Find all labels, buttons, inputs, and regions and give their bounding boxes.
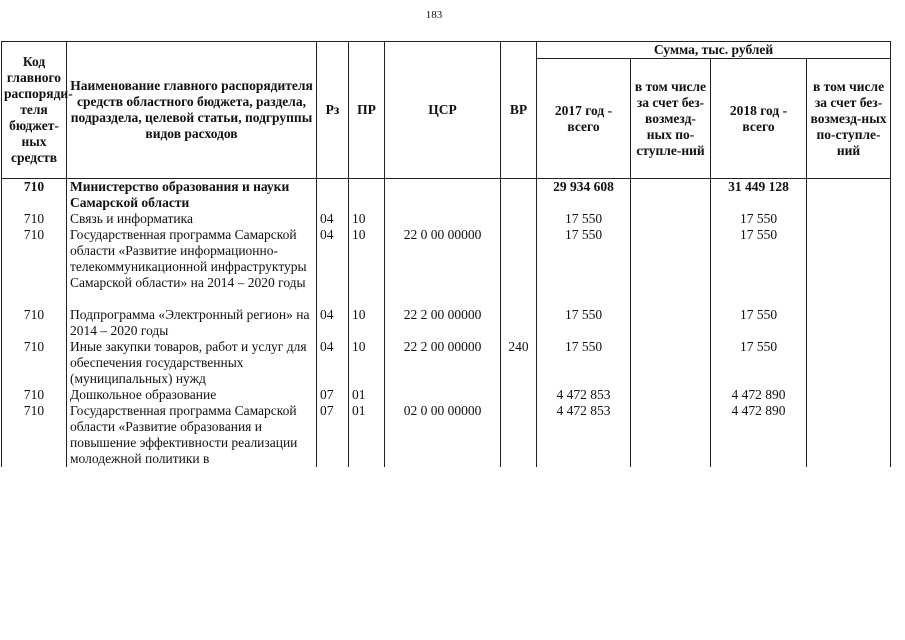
cell-sum-2017: 17 550 bbox=[537, 307, 631, 339]
cell-pr: 10 bbox=[349, 307, 385, 339]
cell-name: Связь и информатика bbox=[67, 211, 317, 227]
cell-free-2018 bbox=[807, 211, 891, 227]
cell-vr: 240 bbox=[501, 339, 537, 387]
cell-pr: 10 bbox=[349, 211, 385, 227]
table-body bbox=[2, 179, 891, 468]
cell-name: Государственная программа Самарской области «Развитие информационно-телекоммуникационной инфраструктуры Самарской области» на 2014 – 2020 годы bbox=[67, 227, 317, 307]
header-csr: ЦСР bbox=[385, 42, 501, 179]
table-row bbox=[2, 403, 891, 467]
cell-vr bbox=[501, 307, 537, 339]
table-row bbox=[2, 307, 891, 339]
cell-vr bbox=[501, 403, 537, 467]
cell-free-2018 bbox=[807, 179, 891, 212]
cell-sum-2018: 17 550 bbox=[711, 211, 807, 227]
cell-free-2018 bbox=[807, 227, 891, 307]
cell-sum-2017: 17 550 bbox=[537, 339, 631, 387]
cell-sum-2018: 17 550 bbox=[711, 307, 807, 339]
cell-csr: 22 2 00 00000 bbox=[385, 307, 501, 339]
table-row bbox=[2, 211, 891, 227]
header-name: Наименование главного распорядителя средств областного бюджета, раздела, подраздела, целевой статьи, подгруппы видов расходов bbox=[67, 42, 317, 179]
cell-free-2017 bbox=[631, 307, 711, 339]
cell-free-2017 bbox=[631, 403, 711, 467]
cell-code: 710 bbox=[2, 387, 67, 403]
cell-pr: 10 bbox=[349, 227, 385, 307]
cell-free-2018 bbox=[807, 339, 891, 387]
cell-sum-2017: 17 550 bbox=[537, 227, 631, 307]
cell-rz: 04 bbox=[317, 227, 349, 307]
cell-name: Министерство образования и науки Самарской области bbox=[67, 179, 317, 212]
cell-sum-2018: 4 472 890 bbox=[711, 387, 807, 403]
cell-code: 710 bbox=[2, 179, 67, 212]
cell-code: 710 bbox=[2, 339, 67, 387]
cell-sum-2017: 4 472 853 bbox=[537, 387, 631, 403]
cell-code: 710 bbox=[2, 403, 67, 467]
cell-sum-2017: 4 472 853 bbox=[537, 403, 631, 467]
table-header bbox=[2, 42, 891, 179]
cell-csr bbox=[385, 211, 501, 227]
cell-rz bbox=[317, 179, 349, 212]
cell-free-2017 bbox=[631, 387, 711, 403]
table-row bbox=[2, 179, 891, 212]
header-2017-free: в том числе за счет без-возмезд-ных по-ступле-ний bbox=[631, 59, 711, 179]
cell-rz: 07 bbox=[317, 403, 349, 467]
header-pr: ПР bbox=[349, 42, 385, 179]
table-row bbox=[2, 227, 891, 307]
cell-pr: 01 bbox=[349, 387, 385, 403]
budget-table bbox=[1, 41, 891, 467]
cell-sum-2018: 17 550 bbox=[711, 227, 807, 307]
cell-rz: 04 bbox=[317, 211, 349, 227]
cell-vr bbox=[501, 211, 537, 227]
cell-csr: 02 0 00 00000 bbox=[385, 403, 501, 467]
cell-free-2017 bbox=[631, 179, 711, 212]
cell-csr: 22 0 00 00000 bbox=[385, 227, 501, 307]
header-sum-group: Сумма, тыс. рублей bbox=[537, 42, 891, 59]
cell-rz: 04 bbox=[317, 307, 349, 339]
header-code: Код главного распоряди-теля бюджет-ных средств bbox=[2, 42, 67, 179]
cell-csr bbox=[385, 179, 501, 212]
cell-free-2018 bbox=[807, 307, 891, 339]
cell-free-2017 bbox=[631, 339, 711, 387]
cell-sum-2017: 29 934 608 bbox=[537, 179, 631, 212]
cell-rz: 07 bbox=[317, 387, 349, 403]
cell-vr bbox=[501, 387, 537, 403]
cell-pr: 01 bbox=[349, 403, 385, 467]
page-number: 183 bbox=[425, 9, 443, 21]
cell-free-2018 bbox=[807, 387, 891, 403]
cell-pr: 10 bbox=[349, 339, 385, 387]
header-2017-total: 2017 год - всего bbox=[537, 59, 631, 179]
cell-code: 710 bbox=[2, 211, 67, 227]
cell-free-2017 bbox=[631, 211, 711, 227]
header-rz: Рз bbox=[317, 42, 349, 179]
cell-sum-2018: 17 550 bbox=[711, 339, 807, 387]
header-2018-total: 2018 год - всего bbox=[711, 59, 807, 179]
table-row bbox=[2, 387, 891, 403]
table-row bbox=[2, 339, 891, 387]
cell-free-2017 bbox=[631, 227, 711, 307]
cell-sum-2018: 31 449 128 bbox=[711, 179, 807, 212]
cell-rz: 04 bbox=[317, 339, 349, 387]
cell-code: 710 bbox=[2, 307, 67, 339]
cell-csr bbox=[385, 387, 501, 403]
header-2018-free: в том числе за счет без-возмезд-ных по-ступле-ний bbox=[807, 59, 891, 179]
cell-name: Подпрограмма «Электронный регион» на 2014 – 2020 годы bbox=[67, 307, 317, 339]
cell-name: Иные закупки товаров, работ и услуг для обеспечения государственных (муниципальных) нужд bbox=[67, 339, 317, 387]
cell-name: Государственная программа Самарской области «Развитие образования и повышение эффективности реализации молодежной политики в bbox=[67, 403, 317, 467]
cell-vr bbox=[501, 227, 537, 307]
cell-vr bbox=[501, 179, 537, 212]
cell-name: Дошкольное образование bbox=[67, 387, 317, 403]
cell-pr bbox=[349, 179, 385, 212]
cell-csr: 22 2 00 00000 bbox=[385, 339, 501, 387]
cell-code: 710 bbox=[2, 227, 67, 307]
cell-sum-2018: 4 472 890 bbox=[711, 403, 807, 467]
header-vr: ВР bbox=[501, 42, 537, 179]
cell-free-2018 bbox=[807, 403, 891, 467]
cell-sum-2017: 17 550 bbox=[537, 211, 631, 227]
